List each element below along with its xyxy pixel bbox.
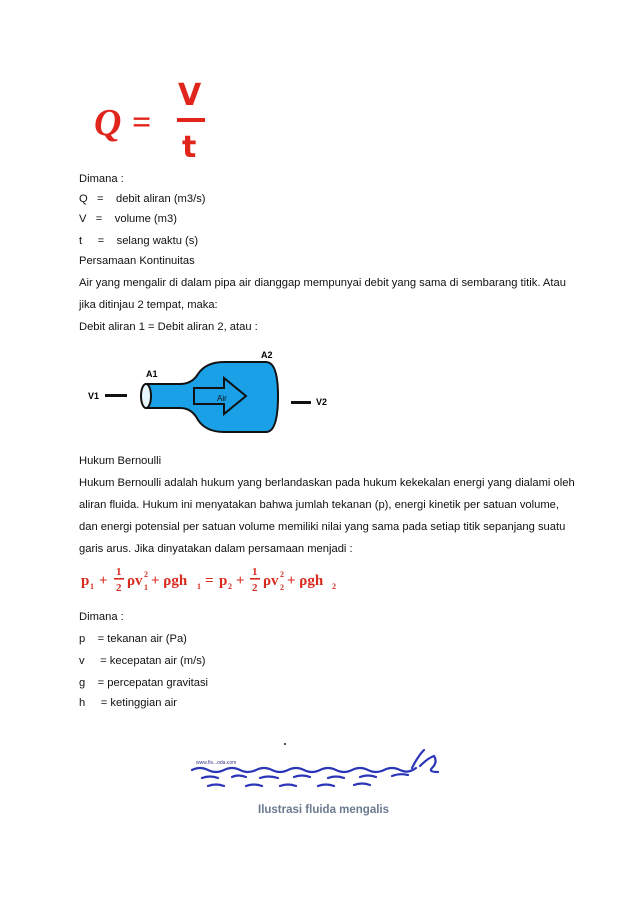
bern-sub-h2: 2 — [332, 582, 336, 591]
bernoulli-title: Hukum Bernoulli — [79, 455, 162, 467]
definition-v: V = volume (m3) — [79, 213, 177, 225]
diagram-v1-arrow-line — [105, 394, 127, 397]
diagram-label-a1: A1 — [146, 369, 158, 379]
fluid-illustration — [188, 742, 450, 792]
continuity-paragraph-line2: jika ditinjau 2 tempat, maka: — [79, 299, 218, 311]
bern-p2: p — [219, 573, 228, 589]
continuity-pipe-diagram — [84, 348, 344, 440]
definition-t: t = selang waktu (s) — [79, 235, 199, 247]
continuity-title: Persamaan Kontinuitas — [79, 255, 195, 267]
bernoulli-paragraph-line1: Hukum Bernoulli adalah hukum yang berlandaskan pada hukum kekekalan energi yang dialami oleh — [79, 477, 575, 489]
bern-sub-v2: 2 — [280, 583, 284, 592]
definition-v-speed: v = kecepatan air (m/s) — [79, 655, 206, 667]
definitions2-heading: Dimana : — [79, 611, 124, 623]
bern-p2-sub: 2 — [228, 582, 232, 591]
formula-q-denominator: t — [182, 130, 197, 165]
diagram-label-v1: V1 — [88, 391, 100, 401]
bern-sup-1: 2 — [144, 570, 148, 579]
bern-plus-2: + — [236, 573, 245, 589]
bern-rgh-2: + ρgh — [287, 573, 324, 589]
bern-p1: p — [81, 573, 90, 589]
illustration-caption: Ilustrasi fluida mengalis — [258, 804, 390, 816]
formula-q-lhs: Q — [94, 102, 122, 144]
illustration-top-mark — [284, 743, 286, 745]
flow-rate-formula — [92, 75, 222, 165]
continuity-paragraph-line1: Air yang mengalir di dalam pipa air dianggap mempunyai debit yang sama di sembarang titik. Atau — [79, 277, 566, 289]
bern-p1-sub: 1 — [90, 582, 94, 591]
bernoulli-paragraph-line2: aliran fluida. Hukum ini menyatakan bahwa jumlah tekanan (p), energi kinetik per satuan volume, — [79, 499, 559, 511]
diagram-v2-arrow-line — [291, 401, 311, 404]
bern-sub-h1: 1 — [197, 582, 201, 591]
bernoulli-paragraph-line4: garis arus. Jika dinyatakan dalam persamaan menjadi : — [79, 543, 353, 555]
diagram-label-a2: A2 — [261, 350, 273, 360]
pipe-inlet-opening — [141, 384, 151, 408]
bern-rhov-1: ρv — [127, 573, 143, 589]
formula-q-equals: = — [132, 104, 152, 141]
wave-lines — [192, 750, 438, 786]
definition-p: p = tekanan air (Pa) — [79, 633, 187, 645]
illustration-watermark: www.fis...oda.com — [196, 760, 237, 766]
diagram-label-v2: V2 — [316, 397, 328, 407]
bern-equals: = — [205, 573, 214, 589]
definitions-heading: Dimana : — [79, 173, 124, 185]
formula-q-numerator: V — [178, 78, 202, 113]
bern-half-bar-2 — [250, 578, 260, 580]
bern-half-num-1: 1 — [116, 566, 122, 578]
bern-plus-1: + — [99, 573, 108, 589]
bern-half-num-2: 1 — [252, 566, 258, 578]
flow-arrow-label: Air — [217, 394, 227, 403]
bern-rgh-1: + ρgh — [151, 573, 188, 589]
bern-half-den-2: 2 — [252, 582, 258, 594]
bern-rhov-2: ρv — [263, 573, 279, 589]
bern-sup-2: 2 — [280, 570, 284, 579]
bernoulli-paragraph-line3: dan energi potensial per satuan volume memiliki nilai yang sama pada setiap titik sepanjang suatu — [79, 521, 566, 533]
bern-half-den-1: 2 — [116, 582, 122, 594]
formula-q-fraction-bar — [177, 118, 205, 122]
bern-sub-v1: 1 — [144, 583, 148, 592]
definition-h: h = ketinggian air — [79, 697, 177, 709]
bernoulli-formula — [79, 562, 339, 600]
definition-q: Q = debit aliran (m3/s) — [79, 193, 206, 205]
definition-g: g = percepatan gravitasi — [79, 677, 209, 689]
continuity-equation-text: Debit aliran 1 = Debit aliran 2, atau : — [79, 321, 258, 333]
bern-half-bar-1 — [114, 578, 124, 580]
